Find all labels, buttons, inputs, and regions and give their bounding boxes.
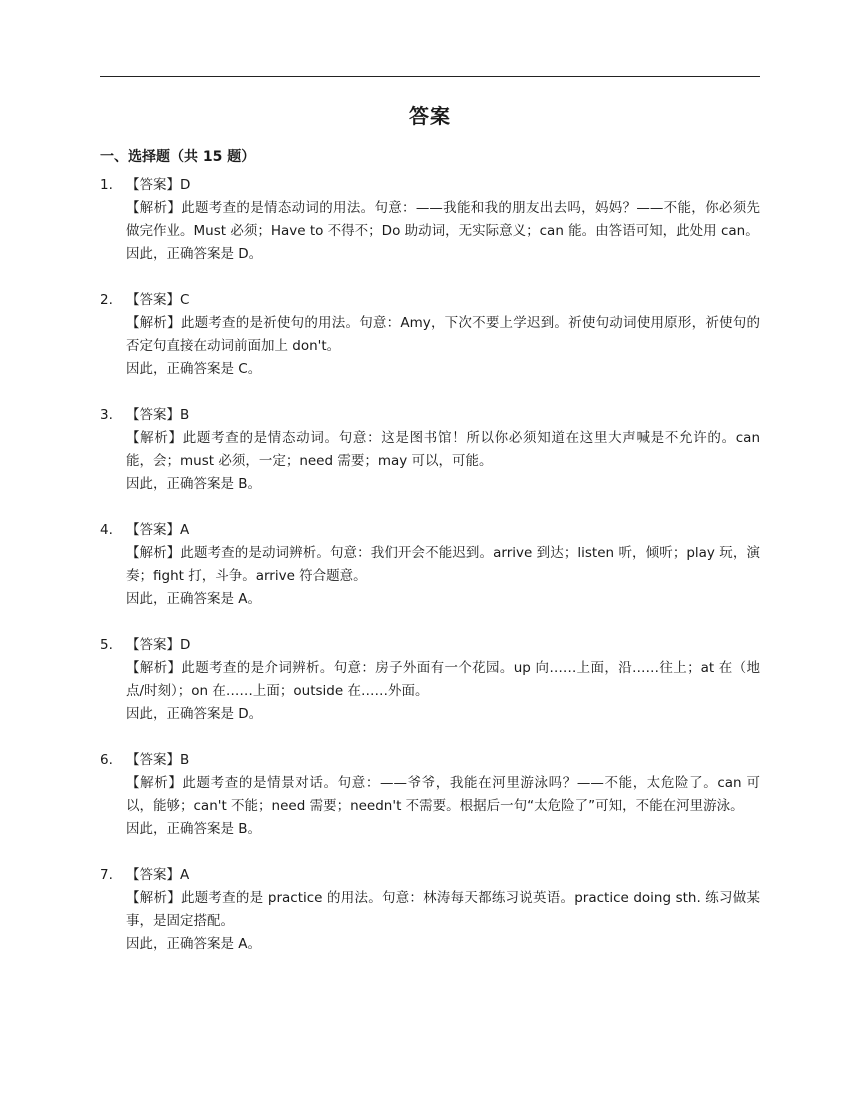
explanation: 【解析】此题考查的是动词辨析。句意：我们开会不能迟到。arrive 到达；listen 听，倾听；play 玩，演奏；fight 打，斗争。arrive 符合题意。 [126, 545, 760, 584]
explanation: 【解析】此题考查的是祈使句的用法。句意：Amy，下次不要上学迟到。祈使句动词使用原形，祈使句的否定句直接在动词前面加上 don't。 [126, 315, 760, 354]
conclusion: 因此，正确答案是 A。 [126, 936, 262, 952]
explanation: 【解析】此题考查的是情态动词的用法。句意：——我能和我的朋友出去吗，妈妈？——不能，你必须先做完作业。Must 必须；Have to 不得不；Do 助动词，无实际意义；can 能。由答语可知，此处用 can。 [126, 200, 760, 239]
conclusion: 因此，正确答案是 B。 [126, 476, 262, 492]
answer-key: 【答案】D [126, 637, 191, 653]
question-number: 1. [100, 177, 113, 193]
conclusion: 因此，正确答案是 C。 [126, 361, 262, 377]
answer-key: 【答案】C [126, 292, 190, 308]
question-number: 7. [100, 867, 113, 883]
conclusion: 因此，正确答案是 D。 [126, 246, 263, 262]
answer-item-6 [100, 749, 760, 841]
explanation: 【解析】此题考查的是介词辨析。句意：房子外面有一个花园。up 向……上面，沿……往上；at 在（地点/时刻）；on 在……上面；outside 在……外面。 [126, 660, 760, 699]
answer-list [100, 174, 760, 979]
question-number: 4. [100, 522, 113, 538]
answer-item-7 [100, 864, 760, 956]
answer-item-5 [100, 634, 760, 726]
question-number: 5. [100, 637, 113, 653]
answer-item-4 [100, 519, 760, 611]
answer-key: 【答案】B [126, 752, 190, 768]
page-title: 答案 [409, 104, 451, 128]
answer-key: 【答案】B [126, 407, 190, 423]
answer-key: 【答案】A [126, 867, 190, 883]
conclusion: 因此，正确答案是 A。 [126, 591, 262, 607]
header-rule [100, 76, 760, 77]
answer-item-1 [100, 174, 760, 266]
conclusion: 因此，正确答案是 D。 [126, 706, 263, 722]
answer-item-2 [100, 289, 760, 381]
question-number: 2. [100, 292, 113, 308]
conclusion: 因此，正确答案是 B。 [126, 821, 262, 837]
answer-key: 【答案】A [126, 522, 190, 538]
answer-item-3 [100, 404, 760, 496]
section-heading: 一、选择题（共 15 题） [100, 149, 256, 165]
explanation: 【解析】此题考查的是情景对话。句意：——爷爷，我能在河里游泳吗？——不能，太危险了。can 可以，能够；can't 不能；need 需要；needn't 不需要。根据后一句“太危险了”可知，不能在河里游泳。 [126, 775, 760, 814]
answer-key: 【答案】D [126, 177, 191, 193]
explanation: 【解析】此题考查的是情态动词。句意：这是图书馆！所以你必须知道在这里大声喊是不允许的。can 能，会；must 必须，一定；need 需要；may 可以，可能。 [126, 430, 760, 469]
question-number: 6. [100, 752, 113, 768]
question-number: 3. [100, 407, 113, 423]
explanation: 【解析】此题考查的是 practice 的用法。句意：林涛每天都练习说英语。practice doing sth. 练习做某事，是固定搭配。 [126, 890, 760, 929]
